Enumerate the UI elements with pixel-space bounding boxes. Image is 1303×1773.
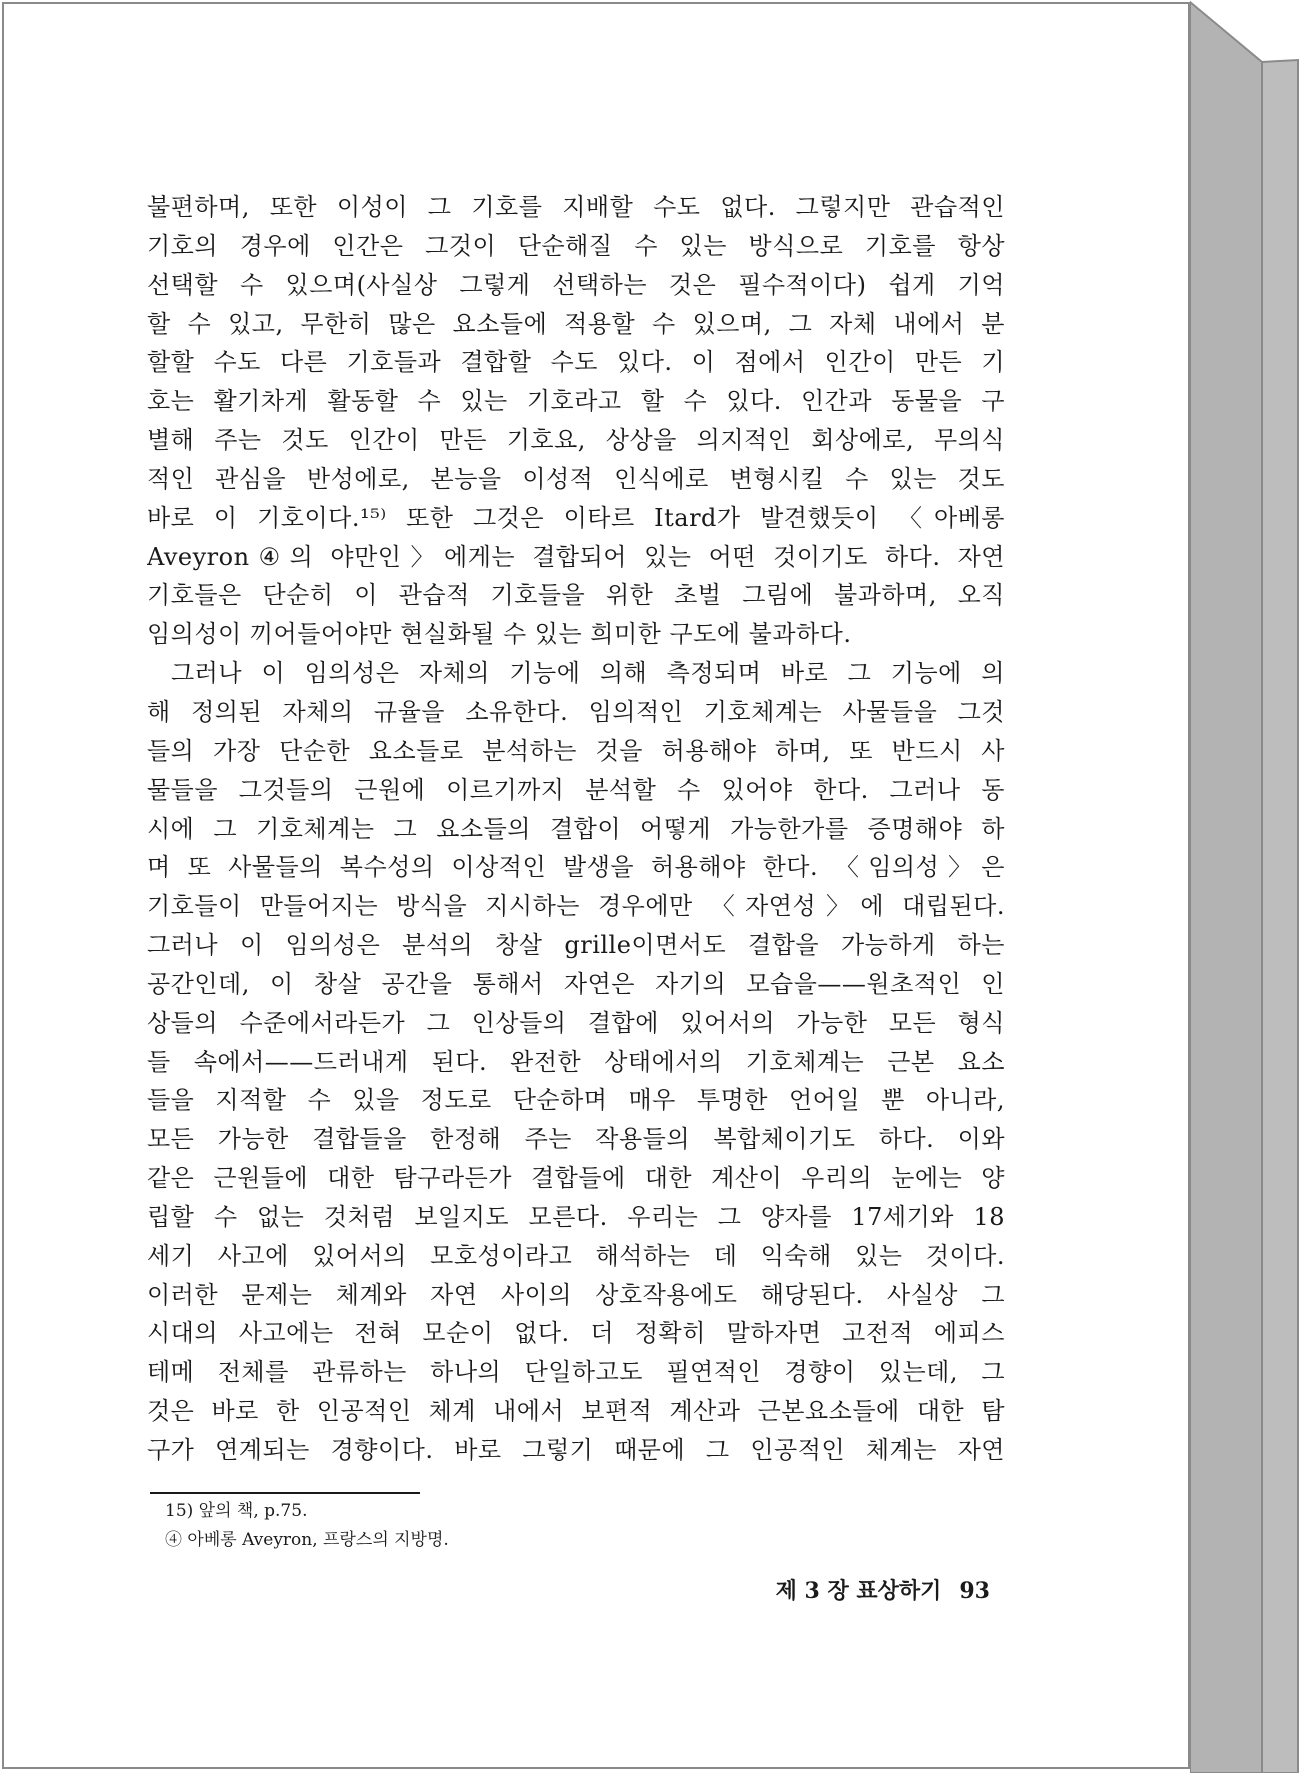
body-line: 이러한 문제는 체계와 자연 사이의 상호작용에도 해당된다. 사실상 그 (147, 1280, 1005, 1309)
body-line: 립할 수 없는 것처럼 보일지도 모른다. 우리는 그 양자를 17세기와 18 (147, 1202, 1005, 1231)
body-line: 적인 관심을 반성에로, 본능을 이성적 인식에로 변형시킬 수 있는 것도 (147, 464, 1005, 493)
footnotes (165, 1497, 449, 1555)
page-number: 93 (959, 1578, 990, 1604)
body-line: 기호들은 단순히 이 관습적 기호들을 위한 초벌 그림에 불과하며, 오직 (147, 581, 1005, 610)
body-line: 불편하며, 또한 이성이 그 기호를 지배할 수도 없다. 그렇지만 관습적인 (147, 193, 1005, 221)
body-line: 테메 전체를 관류하는 하나의 단일하고도 필연적인 경향이 있는데, 그 (147, 1358, 1005, 1387)
body-line: 바로 이 기호이다.¹⁵⁾ 또한 그것은 이타르 Itard가 발견했듯이 〈아베롱 (147, 503, 1005, 532)
body-line: 물들을 그것들의 근원에 이르기까지 분석할 수 있어야 한다. 그러나 동 (147, 775, 1005, 804)
body-line: Aveyron④의 야만인〉에게는 결합되어 있는 어떤 것이기도 하다. 자연 (147, 542, 1005, 571)
body-line: 시대의 사고에는 전혀 모순이 없다. 더 정확히 말하자면 고전적 에피스 (147, 1319, 1005, 1348)
footnote-4: ④ 아베롱 Aveyron, 프랑스의 지방명. (165, 1530, 449, 1550)
body-line: 그러나 이 임의성은 분석의 창살 grille이면서도 결합을 가능하게 하는 (147, 931, 1005, 960)
body-line: 들 속에서——드러내게 된다. 완전한 상태에서의 기호체계는 근본 요소 (147, 1047, 1005, 1076)
body-line: 같은 근원들에 대한 탐구라든가 결합들에 대한 계산이 우리의 눈에는 양 (147, 1164, 1005, 1193)
body-line: 선택할 수 있으며(사실상 그렇게 선택하는 것은 필수적이다) 쉽게 기억 (147, 270, 1005, 299)
footnote-divider (150, 1492, 420, 1494)
body-line: 모든 가능한 결합들을 한정해 주는 작용들의 복합체이기도 하다. 이와 (147, 1125, 1005, 1154)
body-text (147, 188, 1005, 1470)
body-line: 구가 연계되는 경향이다. 바로 그렇기 때문에 그 인공적인 체계는 자연 (147, 1436, 1005, 1464)
body-line: 기호들이 만들어지는 방식을 지시하는 경우에만 〈자연성〉에 대립된다. (147, 892, 1005, 921)
body-line: 세기 사고에 있어서의 모호성이라고 해석하는 데 익숙해 있는 것이다. (147, 1241, 1005, 1270)
body-line: 할 수 있고, 무한히 많은 요소들에 적용할 수 있으며, 그 자체 내에서 분 (147, 309, 1005, 338)
body-line: 할할 수도 다른 기호들과 결합할 수도 있다. 이 점에서 인간이 만든 기 (147, 348, 1005, 377)
body-line: 임의성이 끼어들어야만 현실화될 수 있는 희미한 구도에 불과하다. (147, 620, 852, 649)
book-edge-shading (1190, 0, 1303, 1773)
body-line: 것은 바로 한 인공적인 체계 내에서 보편적 계산과 근본요소들에 대한 탐 (147, 1397, 1005, 1426)
body-line: 시에 그 기호체계는 그 요소들의 결합이 어떻게 가능한가를 증명해야 하 (147, 814, 1005, 843)
body-line: 호는 활기차게 활동할 수 있는 기호라고 할 수 있다. 인간과 동물을 구 (147, 387, 1005, 416)
body-line: 공간인데, 이 창살 공간을 통해서 자연은 자기의 모습을——원초적인 인 (147, 969, 1005, 998)
body-line: 상들의 수준에서라든가 그 인상들의 결합에 있어서의 가능한 모든 형식 (147, 1008, 1005, 1037)
footnote-15: 15) 앞의 책, p.75. (165, 1501, 308, 1521)
chapter-title: 제 3 장 표상하기 (775, 1578, 942, 1604)
body-line: 들을 지적할 수 있을 정도로 단순하며 매우 투명한 언어일 뿐 아니라, (147, 1086, 1005, 1115)
body-line: 별해 주는 것도 인간이 만든 기호요, 상상을 의지적인 회상에로, 무의식 (147, 426, 1005, 455)
body-line: 기호의 경우에 인간은 그것이 단순해질 수 있는 방식으로 기호를 항상 (147, 231, 1005, 260)
body-line-paragraph-start: 그러나 이 임의성은 자체의 기능에 의해 측정되며 바로 그 기능에 의 (171, 659, 1005, 688)
body-line: 들의 가장 단순한 요소들로 분석하는 것을 허용해야 하며, 또 반드시 사 (147, 736, 1005, 765)
body-line: 며 또 사물들의 복수성의 이상적인 발생을 허용해야 한다. 〈임의성〉은 (147, 853, 1005, 882)
body-line: 해 정의된 자체의 규율을 소유한다. 임의적인 기호체계는 사물들을 그것 (147, 697, 1005, 726)
running-footer (720, 1574, 990, 1605)
